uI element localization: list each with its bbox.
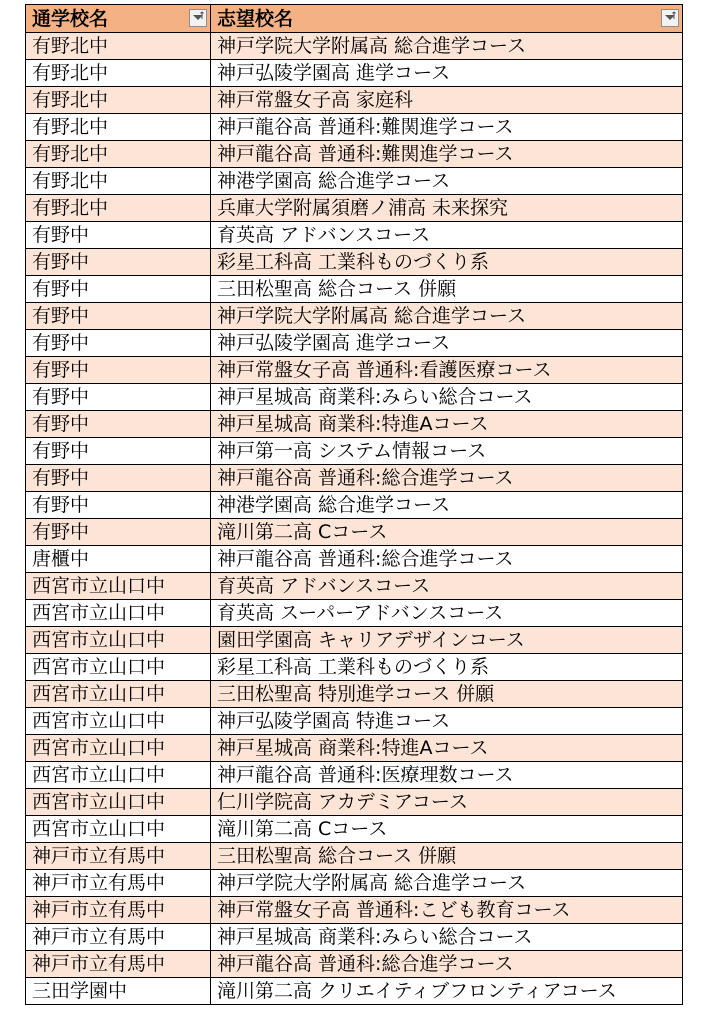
table-row — [26, 924, 683, 951]
cell-target[interactable]: 神戸弘陵学園高 特進コース — [211, 708, 683, 735]
table-row — [26, 519, 683, 546]
cell-target[interactable]: 神戸常盤女子高 家庭科 — [211, 87, 683, 114]
table-row — [26, 276, 683, 303]
cell-school[interactable]: 西宮市立山口中 — [26, 789, 211, 816]
table-row — [26, 708, 683, 735]
table-row — [26, 789, 683, 816]
cell-school[interactable]: 唐櫃中 — [26, 546, 211, 573]
cell-target[interactable]: 園田学園高 キャリアデザインコース — [211, 627, 683, 654]
table-row — [26, 843, 683, 870]
cell-school[interactable]: 神戸市立有馬中 — [26, 870, 211, 897]
cell-school[interactable]: 有野北中 — [26, 141, 211, 168]
cell-school[interactable]: 有野中 — [26, 384, 211, 411]
cell-school[interactable]: 有野中 — [26, 465, 211, 492]
cell-target[interactable]: 育英高 アドバンスコース — [211, 573, 683, 600]
table-row — [26, 951, 683, 978]
cell-target[interactable]: 神港学園高 総合進学コース — [211, 168, 683, 195]
cell-target[interactable]: 神戸学院大学附属高 総合進学コース — [211, 870, 683, 897]
cell-target[interactable]: 滝川第二高 Cコース — [211, 816, 683, 843]
cell-school[interactable]: 有野中 — [26, 276, 211, 303]
table-row — [26, 141, 683, 168]
cell-school[interactable]: 有野北中 — [26, 114, 211, 141]
table-row — [26, 492, 683, 519]
column-header-target[interactable] — [211, 5, 683, 33]
table-row — [26, 411, 683, 438]
cell-target[interactable]: 彩星工科高 工業科ものづくり系 — [211, 249, 683, 276]
cell-target[interactable]: 神戸龍谷高 普通科:難関進学コース — [211, 141, 683, 168]
table-row — [26, 762, 683, 789]
cell-school[interactable]: 神戸市立有馬中 — [26, 951, 211, 978]
table-row — [26, 357, 683, 384]
cell-target[interactable]: 神港学園高 総合進学コース — [211, 492, 683, 519]
cell-target[interactable]: 育英高 スーパーアドバンスコース — [211, 600, 683, 627]
column-header-target-label: 志望校名 — [217, 7, 294, 30]
cell-school[interactable]: 西宮市立山口中 — [26, 654, 211, 681]
cell-target[interactable]: 神戸龍谷高 普通科:総合進学コース — [211, 951, 683, 978]
table-row — [26, 168, 683, 195]
cell-target[interactable]: 神戸学院大学附属高 総合進学コース — [211, 303, 683, 330]
column-header-school-label: 通学校名 — [32, 7, 109, 30]
cell-target[interactable]: 神戸星城高 商業科:特進Aコース — [211, 735, 683, 762]
cell-target[interactable]: 神戸龍谷高 普通科:総合進学コース — [211, 546, 683, 573]
cell-school[interactable]: 有野中 — [26, 357, 211, 384]
table-row — [26, 33, 683, 60]
cell-target[interactable]: 神戸龍谷高 普通科:医療理数コース — [211, 762, 683, 789]
cell-school[interactable]: 有野中 — [26, 249, 211, 276]
table-row — [26, 816, 683, 843]
cell-school[interactable]: 有野中 — [26, 222, 211, 249]
cell-target[interactable]: 仁川学院高 アカデミアコース — [211, 789, 683, 816]
cell-target[interactable]: 神戸常盤女子高 普通科:こども教育コース — [211, 897, 683, 924]
data-table — [25, 4, 683, 1005]
cell-target[interactable]: 三田松聖高 総合コース 併願 — [211, 276, 683, 303]
cell-target[interactable]: 神戸龍谷高 普通科:総合進学コース — [211, 465, 683, 492]
table-row — [26, 573, 683, 600]
sort-filter-icon[interactable] — [661, 9, 679, 27]
cell-school[interactable]: 西宮市立山口中 — [26, 627, 211, 654]
header-row — [26, 5, 683, 33]
table-body — [26, 33, 683, 1005]
cell-school[interactable]: 神戸市立有馬中 — [26, 924, 211, 951]
table-row — [26, 978, 683, 1005]
column-header-school[interactable] — [26, 5, 211, 33]
table-row — [26, 249, 683, 276]
table-row — [26, 384, 683, 411]
table-row — [26, 465, 683, 492]
cell-school[interactable]: 西宮市立山口中 — [26, 762, 211, 789]
table-row — [26, 303, 683, 330]
table-row — [26, 546, 683, 573]
spreadsheet — [25, 4, 682, 1005]
cell-school[interactable]: 有野中 — [26, 303, 211, 330]
table-row — [26, 87, 683, 114]
table-row — [26, 114, 683, 141]
cell-school[interactable]: 有野中 — [26, 438, 211, 465]
cell-school[interactable]: 西宮市立山口中 — [26, 708, 211, 735]
cell-target[interactable]: 滝川第二高 クリエイティブフロンティアコース — [211, 978, 683, 1005]
table-row — [26, 654, 683, 681]
cell-school[interactable]: 西宮市立山口中 — [26, 600, 211, 627]
cell-target[interactable]: 神戸星城高 商業科:みらい総合コース — [211, 384, 683, 411]
table-row — [26, 735, 683, 762]
cell-school[interactable]: 有野中 — [26, 519, 211, 546]
cell-school[interactable]: 西宮市立山口中 — [26, 681, 211, 708]
cell-school[interactable]: 有野北中 — [26, 87, 211, 114]
cell-target[interactable]: 三田松聖高 特別進学コース 併願 — [211, 681, 683, 708]
cell-school[interactable]: 有野中 — [26, 330, 211, 357]
cell-school[interactable]: 有野北中 — [26, 60, 211, 87]
table-row — [26, 681, 683, 708]
cell-school[interactable]: 神戸市立有馬中 — [26, 897, 211, 924]
cell-school[interactable]: 有野中 — [26, 411, 211, 438]
cell-target[interactable]: 三田松聖高 総合コース 併願 — [211, 843, 683, 870]
cell-school[interactable]: 西宮市立山口中 — [26, 816, 211, 843]
cell-school[interactable]: 有野北中 — [26, 195, 211, 222]
cell-target[interactable]: 神戸弘陵学園高 進学コース — [211, 330, 683, 357]
cell-school[interactable]: 有野北中 — [26, 33, 211, 60]
table-row — [26, 222, 683, 249]
table-row — [26, 195, 683, 222]
table-row — [26, 870, 683, 897]
cell-school[interactable]: 有野中 — [26, 492, 211, 519]
table-row — [26, 438, 683, 465]
table-row — [26, 60, 683, 87]
sort-filter-icon[interactable] — [189, 9, 207, 27]
table-row — [26, 897, 683, 924]
cell-school[interactable]: 西宮市立山口中 — [26, 735, 211, 762]
cell-target[interactable]: 神戸学院大学附属高 総合進学コース — [211, 33, 683, 60]
table-row — [26, 330, 683, 357]
cell-target[interactable]: 神戸星城高 商業科:みらい総合コース — [211, 924, 683, 951]
cell-target[interactable]: 育英高 アドバンスコース — [211, 222, 683, 249]
cell-target[interactable]: 神戸龍谷高 普通科:難関進学コース — [211, 114, 683, 141]
cell-school[interactable]: 神戸市立有馬中 — [26, 843, 211, 870]
cell-target[interactable]: 神戸常盤女子高 普通科:看護医療コース — [211, 357, 683, 384]
table-row — [26, 600, 683, 627]
cell-school[interactable]: 三田学園中 — [26, 978, 211, 1005]
table-row — [26, 627, 683, 654]
cell-target[interactable]: 神戸弘陵学園高 進学コース — [211, 60, 683, 87]
cell-school[interactable]: 西宮市立山口中 — [26, 573, 211, 600]
cell-target[interactable]: 兵庫大学附属須磨ノ浦高 未来探究 — [211, 195, 683, 222]
cell-target[interactable]: 神戸星城高 商業科:特進Aコース — [211, 411, 683, 438]
cell-target[interactable]: 滝川第二高 Cコース — [211, 519, 683, 546]
cell-target[interactable]: 神戸第一高 システム情報コース — [211, 438, 683, 465]
cell-school[interactable]: 有野北中 — [26, 168, 211, 195]
cell-target[interactable]: 彩星工科高 工業科ものづくり系 — [211, 654, 683, 681]
